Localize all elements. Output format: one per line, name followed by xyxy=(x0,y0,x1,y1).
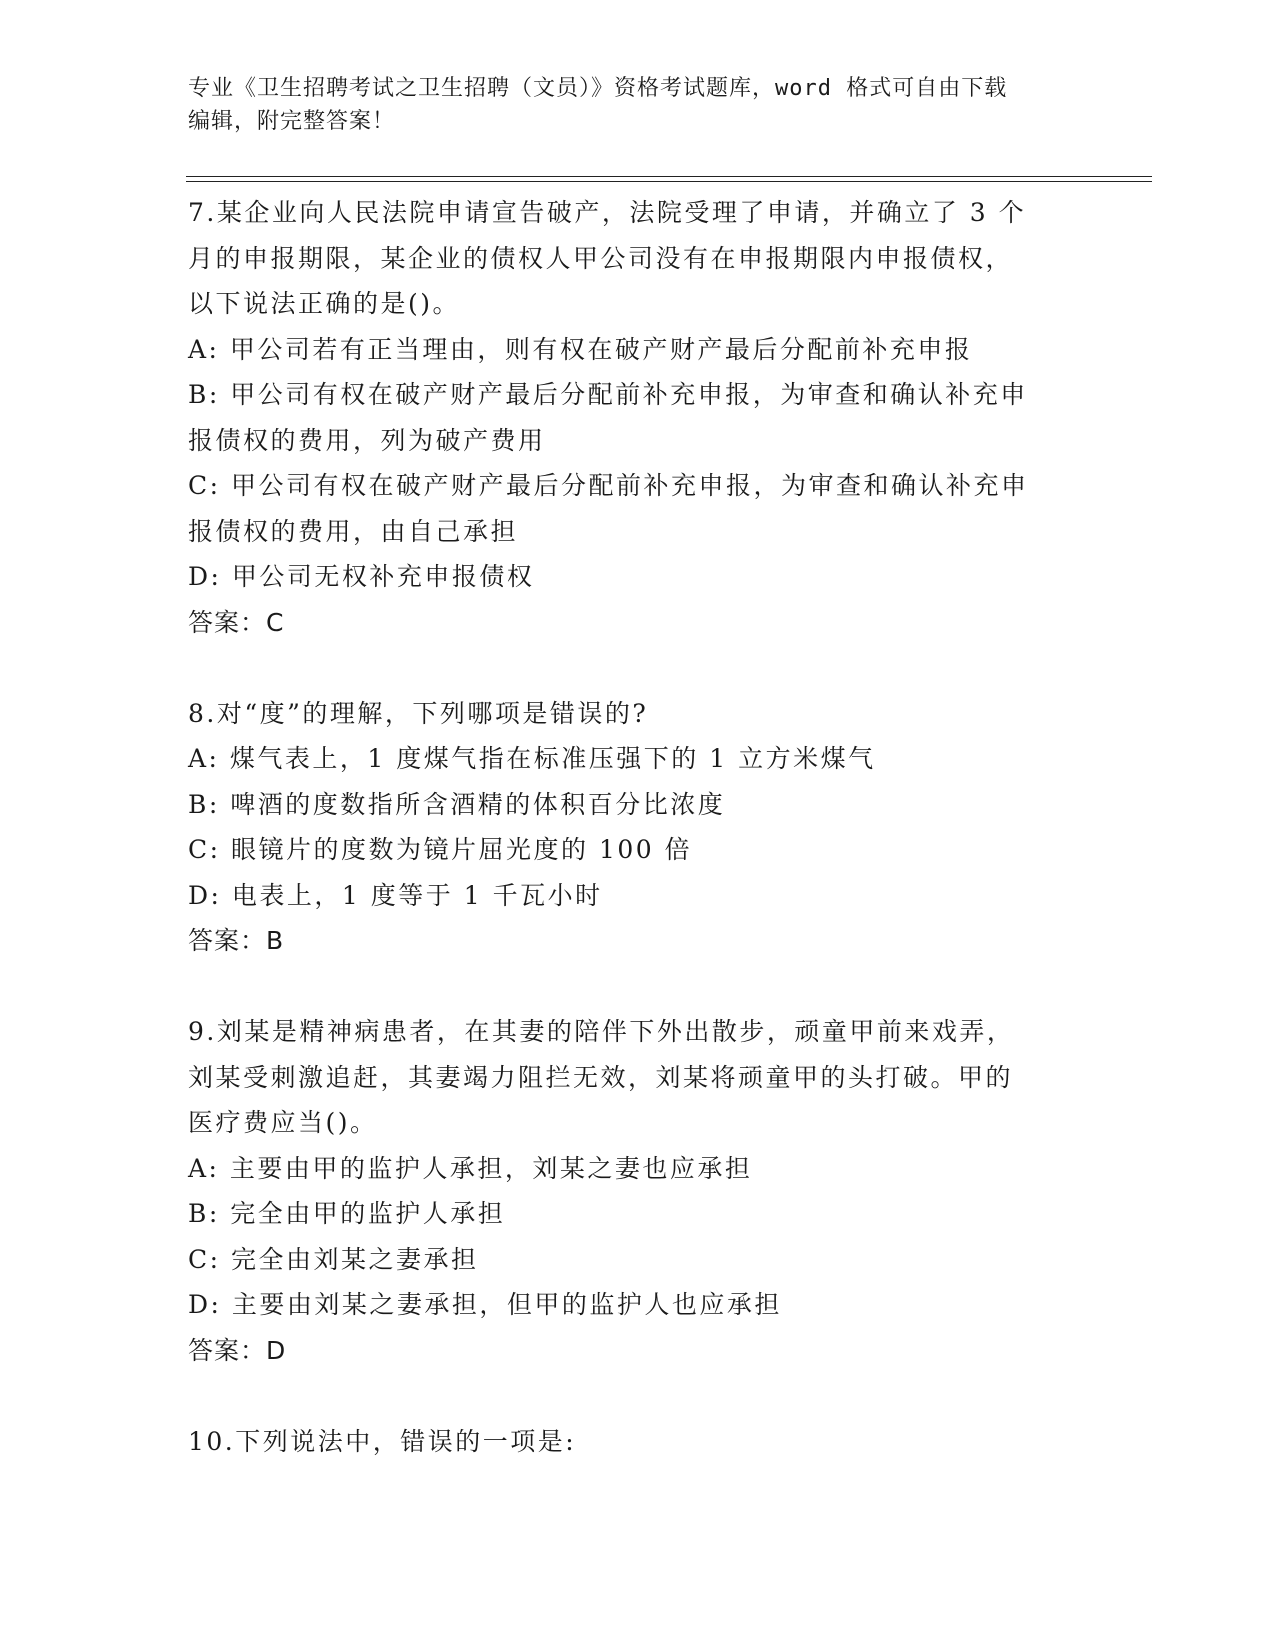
question-stem-line: 10.下列说法中，错误的一项是: xyxy=(188,1426,577,1456)
question-7 xyxy=(188,190,1088,645)
header-divider-top xyxy=(186,176,1152,177)
question-9 xyxy=(188,1009,1088,1373)
question-stem-line: 8.对“度”的理解，下列哪项是错误的? xyxy=(188,698,649,728)
question-8 xyxy=(188,691,1088,964)
header-line-1: 专业《卫生招聘考试之卫生招聘（文员）》资格考试题库，word 格式可自由下载 xyxy=(188,76,1008,101)
option-a: A: 煤气表上，1 度煤气指在标准压强下的 1 立方米煤气 xyxy=(188,744,876,773)
spacer xyxy=(188,1373,1088,1419)
option-d: D: 电表上，1 度等于 1 千瓦小时 xyxy=(188,880,603,910)
answer-line: 答案：B xyxy=(188,926,285,955)
option-b-continued: 报债权的费用，列为破产费用 xyxy=(188,425,546,455)
option-c-continued: 报债权的费用，由自己承担 xyxy=(188,516,519,546)
spacer xyxy=(188,964,1088,1010)
option-d: D: 甲公司无权补充申报债权 xyxy=(188,562,535,591)
question-stem-line: 月的申报期限，某企业的债权人甲公司没有在申报期限内申报债权， xyxy=(188,243,1014,273)
option-d: D: 主要由刘某之妻承担，但甲的监护人也应承担 xyxy=(188,1290,782,1319)
option-b: B: 啤酒的度数指所含酒精的体积百分比浓度 xyxy=(188,789,726,819)
answer-line: 答案：D xyxy=(188,1335,287,1365)
question-10 xyxy=(188,1419,1088,1465)
question-stem-line: 医疗费应当()。 xyxy=(188,1108,378,1137)
option-b: B: 完全由甲的监护人承担 xyxy=(188,1199,506,1228)
header-line-2: 编辑，附完整答案！ xyxy=(188,109,396,134)
option-c: C: 甲公司有权在破产财产最后分配前补充申报，为审查和确认补充申 xyxy=(188,471,1029,500)
document-header xyxy=(188,72,1088,138)
option-c: C: 眼镜片的度数为镜片屈光度的 100 倍 xyxy=(188,835,693,864)
option-a: A: 主要由甲的监护人承担，刘某之妻也应承担 xyxy=(188,1153,753,1183)
header-divider-bottom xyxy=(186,181,1152,182)
question-stem-line: 刘某受刺激追赶，其妻竭力阻拦无效，刘某将顽童甲的头打破。甲的 xyxy=(188,1062,1014,1092)
option-c: C: 完全由刘某之妻承担 xyxy=(188,1244,479,1274)
option-a: A: 甲公司若有正当理由，则有权在破产财产最后分配前补充申报 xyxy=(188,334,973,364)
answer-line: 答案：C xyxy=(188,607,285,637)
question-stem-line: 9.刘某是精神病患者，在其妻的陪伴下外出散步，顽童甲前来戏弄， xyxy=(188,1017,1015,1046)
question-stem-line: 以下说法正确的是()。 xyxy=(188,289,461,318)
question-list xyxy=(188,190,1088,1464)
option-b: B: 甲公司有权在破产财产最后分配前补充申报，为审查和确认补充申 xyxy=(188,380,1028,409)
spacer xyxy=(188,645,1088,691)
question-stem-line: 7.某企业向人民法院申请宣告破产，法院受理了申请，并确立了 3 个 xyxy=(188,198,1027,227)
